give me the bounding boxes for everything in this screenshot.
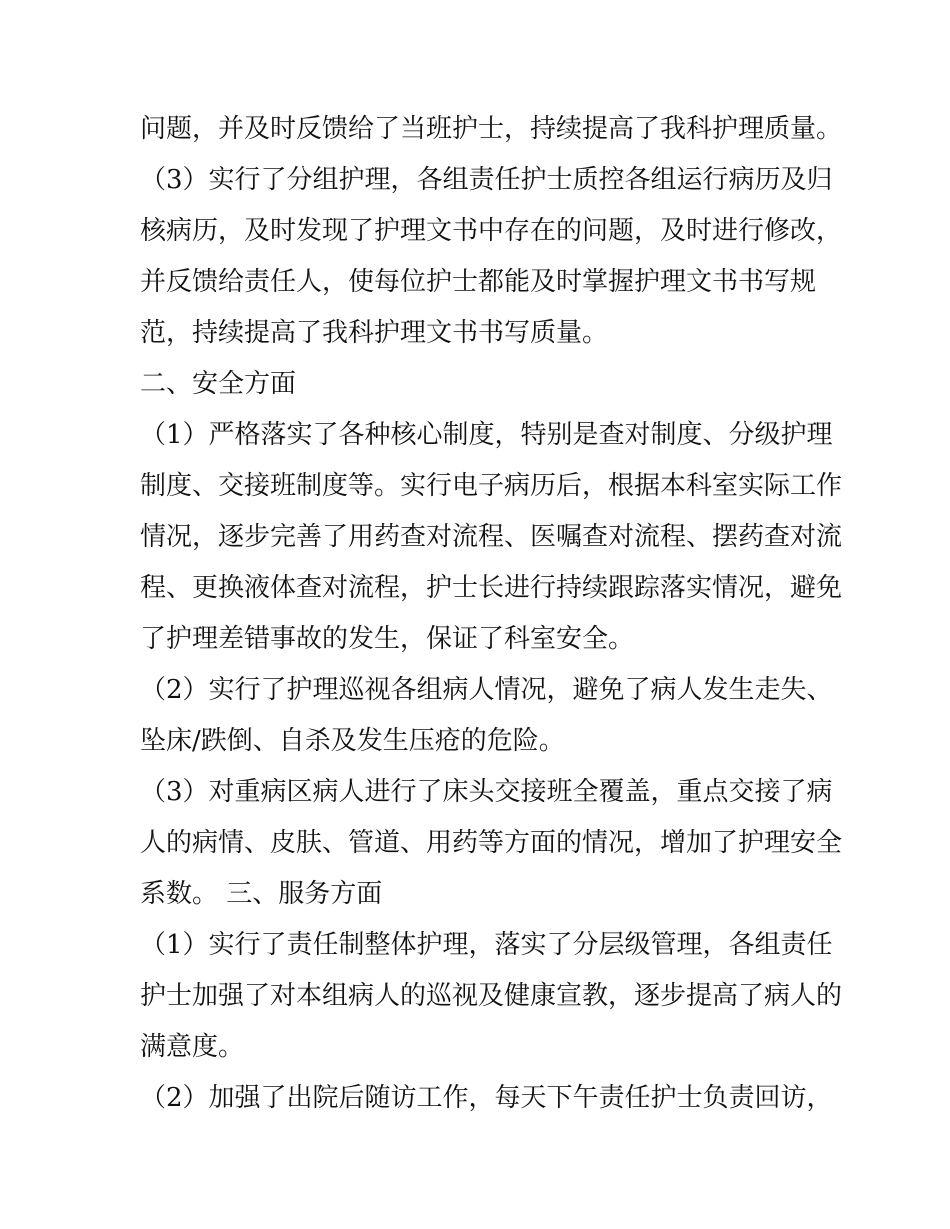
text-line: 并反馈给责任人，使每位护士都能及时掌握护理文书书写规 — [140, 267, 817, 297]
text-line: （2）实行了护理巡视各组病人情况，避免了病人发生走失、 — [140, 675, 833, 705]
text-line: （2）加强了出院后随访工作，每天下午责任护士负责回访， — [140, 1083, 833, 1113]
text-line: 核病历，及时发现了护理文书中存在的问题，及时进行修改， — [140, 216, 843, 246]
text-line: （1）实行了责任制整体护理，落实了分层级管理，各组责任 — [140, 930, 833, 960]
text-line: （3）实行了分组护理，各组责任护士质控各组运行病历及归 — [140, 165, 833, 195]
text-line: 护士加强了对本组病人的巡视及健康宣教，逐步提高了病人的 — [140, 981, 843, 1011]
section-heading-safety: 二、安全方面 — [140, 369, 297, 399]
text-line: 制度、交接班制度等。实行电子病历后，根据本科室实际工作 — [140, 471, 843, 501]
text-line: 程、更换液体查对流程，护士长进行持续跟踪落实情况，避免 — [140, 573, 843, 603]
text-line: 了护理差错事故的发生，保证了科室安全。 — [140, 624, 635, 654]
text-line: 范，持续提高了我科护理文书书写质量。 — [140, 318, 609, 348]
text-line: 满意度。 — [140, 1032, 245, 1062]
document-body — [140, 104, 843, 1124]
text-line: 系数。 三、服务方面 — [140, 879, 383, 909]
text-line: 问题，并及时反馈给了当班护士，持续提高了我科护理质量。 — [140, 114, 843, 144]
text-line: （1）严格落实了各种核心制度，特别是查对制度、分级护理 — [140, 420, 833, 450]
text-line: （3）对重病区病人进行了床头交接班全覆盖，重点交接了病 — [140, 777, 833, 807]
text-line: 人的病情、皮肤、管道、用药等方面的情况，增加了护理安全 — [140, 828, 843, 858]
text-line: 坠床/跌倒、自杀及发生压疮的危险。 — [140, 726, 565, 756]
text-line: 情况，逐步完善了用药查对流程、医嘱查对流程、摆药查对流 — [140, 522, 843, 552]
